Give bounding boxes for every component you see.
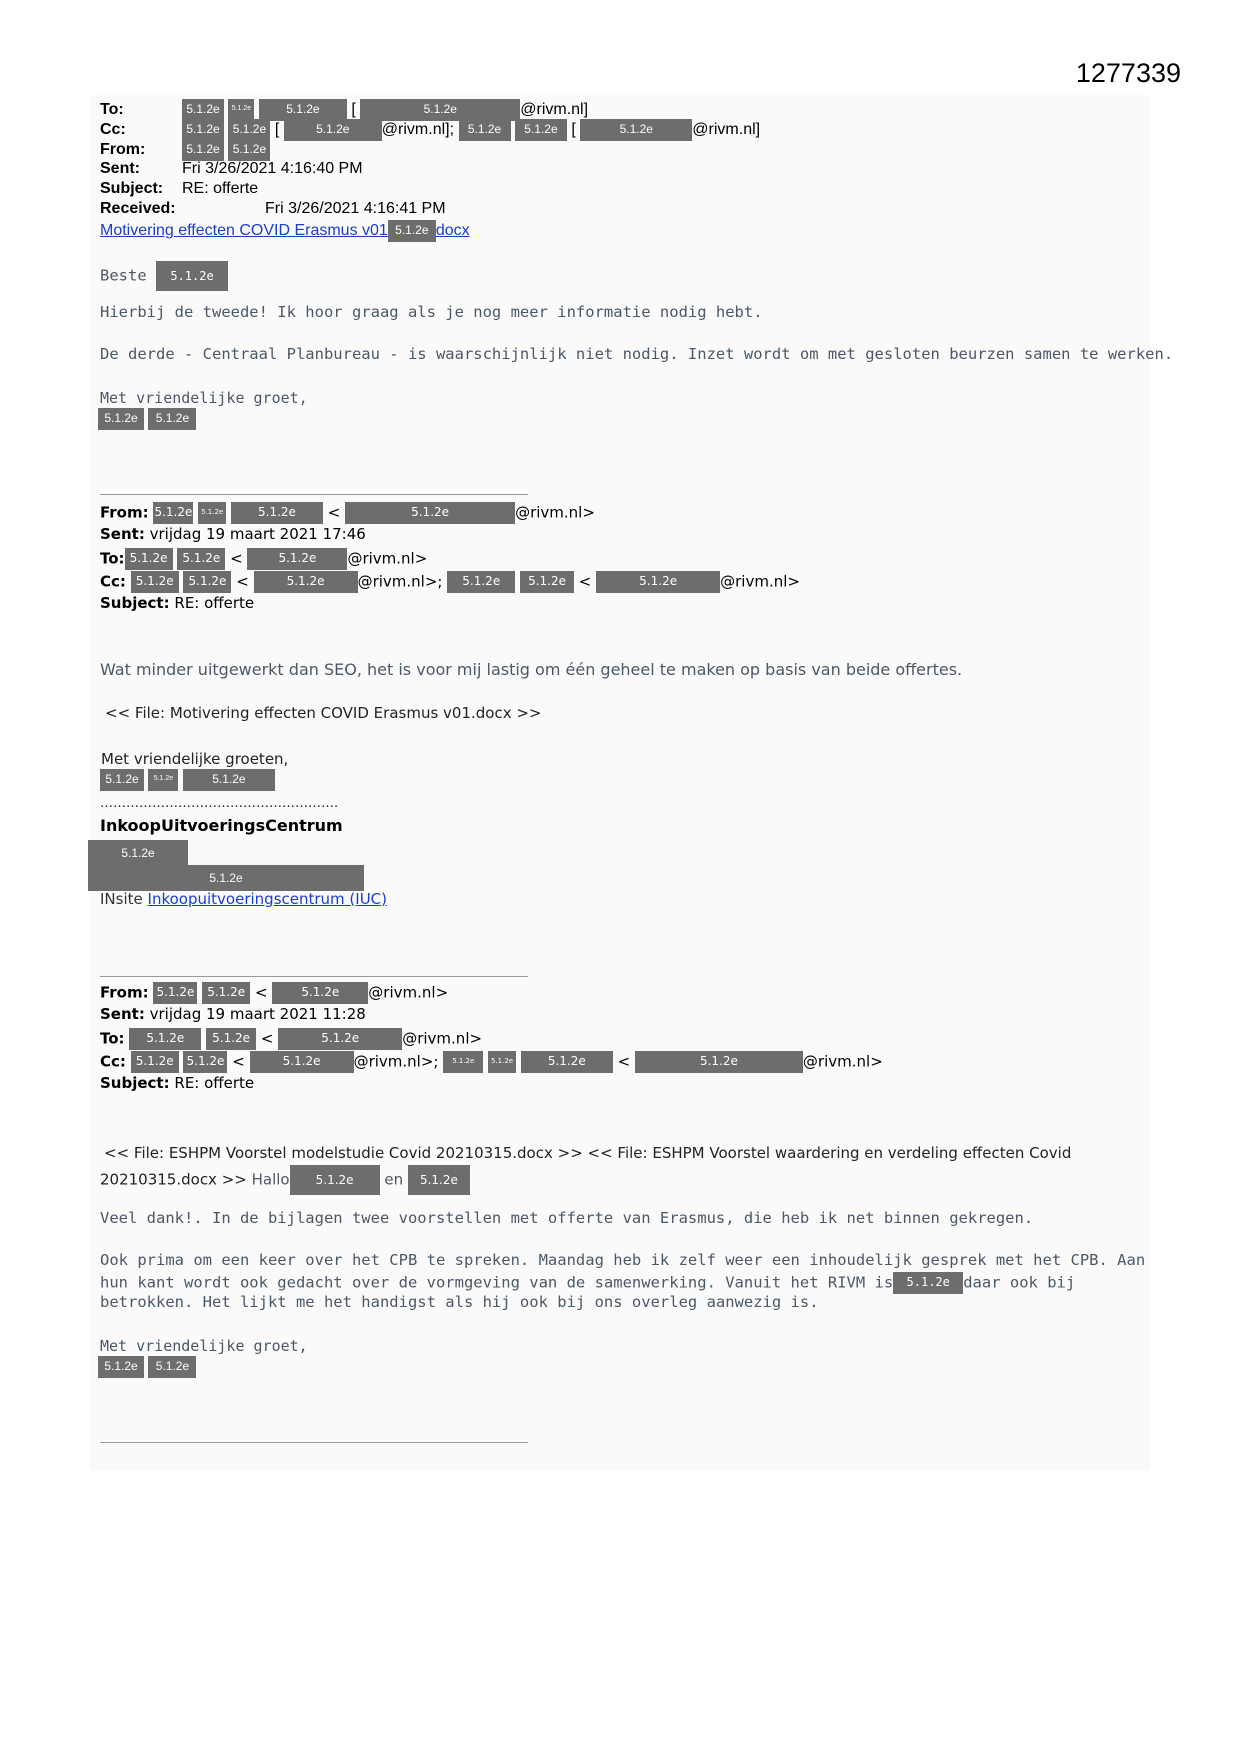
redaction: 5.1.2e	[459, 119, 511, 141]
email3-para2-line3: betrokken. Het lijkt me het handigst als hij ook bij ons overleg aanwezig is.	[100, 1293, 819, 1311]
redaction: 5.1.2e	[125, 548, 173, 570]
email2-closing: Met vriendelijke groeten,	[101, 750, 289, 768]
redaction: 5.1.2e	[388, 220, 436, 242]
subject-label: Subject:	[100, 594, 170, 612]
email3-subject-row	[100, 1074, 254, 1092]
email1-para1: Hierbij de tweede! Ik hoor graag als je nog meer informatie nodig hebt.	[100, 303, 763, 321]
redaction: 5.1.2e	[129, 1028, 201, 1050]
redaction: 5.1.2e	[148, 769, 178, 791]
email3-sent-row	[100, 1005, 366, 1023]
email2-insite: INsite Inkoopuitvoeringscentrum (IUC)	[100, 890, 388, 908]
sent-label: Sent:	[100, 160, 140, 177]
email1-received-row	[100, 200, 446, 218]
email1-signature	[98, 408, 196, 430]
cc-suffix: @rivm.nl>	[802, 1052, 883, 1071]
cc-label: Cc:	[100, 121, 126, 139]
redaction: 5.1.2e	[272, 982, 368, 1004]
cc-suffix: @rivm.nl]	[692, 121, 761, 139]
sent-value: vrijdag 19 maart 2021 17:46	[149, 525, 366, 543]
redaction: 5.1.2e	[88, 865, 364, 891]
email2-sent-row	[100, 525, 366, 543]
document-id: 1277339	[1075, 58, 1181, 88]
email1-subject-row	[100, 180, 258, 198]
redaction: 5.1.2e	[408, 1165, 470, 1195]
email1-from-row	[100, 139, 270, 161]
email1-attachment[interactable]	[100, 220, 470, 242]
email1-sent-row	[100, 160, 363, 178]
subject-label: Subject:	[100, 180, 164, 197]
redaction: 5.1.2e	[596, 571, 720, 593]
email2-file: << File: Motivering effecten COVID Erasmus v01.docx >>	[105, 704, 542, 722]
cc-label: Cc:	[100, 572, 126, 591]
subject-label: Subject:	[100, 1074, 170, 1092]
cc-suffix: @rivm.nl];	[381, 121, 455, 139]
email3-para1: Veel dank!. In de bijlagen twee voorstellen met offerte van Erasmus, die heb ik net binnen gekregen.	[100, 1209, 1034, 1227]
redaction: 5.1.2e	[98, 408, 144, 430]
redaction: 5.1.2e	[278, 1028, 402, 1050]
redaction: 5.1.2e	[198, 502, 226, 524]
from-label: From:	[100, 141, 146, 159]
to-label: To:	[100, 549, 125, 568]
to-suffix: @rivm.nl]	[520, 101, 589, 119]
email2-signature	[100, 769, 275, 791]
sent-value: Fri 3/26/2021 4:16:40 PM	[182, 160, 363, 177]
from-suffix: @rivm.nl>	[368, 983, 449, 1002]
to-label: To:	[100, 1029, 125, 1048]
redaction: 5.1.2e	[182, 139, 224, 161]
email3-cc-row: Cc: 5.1.2e 5.1.2e < 5.1.2e @rivm.nl>; 5.1.2e 5.1.2e 5.1.2e < 5.1.2e @rivm.nl>	[100, 1051, 883, 1073]
redaction: 5.1.2e	[183, 571, 231, 593]
email1-closing: Met vriendelijke groet,	[100, 389, 308, 407]
redaction: 5.1.2e	[515, 119, 567, 141]
email2-para1: Wat minder uitgewerkt dan SEO, het is voor mij lastig om één geheel te maken op basis van beide offertes.	[100, 660, 963, 679]
from-suffix: @rivm.nl>	[515, 503, 595, 522]
separator	[100, 494, 528, 495]
redaction: 5.1.2e	[447, 571, 515, 593]
redaction: 5.1.2e	[148, 408, 196, 430]
redaction: 5.1.2e	[635, 1051, 803, 1073]
redaction: 5.1.2e	[520, 571, 574, 593]
email2-subject-row	[100, 594, 254, 612]
sent-label: Sent:	[100, 525, 145, 543]
redaction: 5.1.2e	[231, 502, 323, 524]
email3-files-line2: 20210315.docx >> Hallo 5.1.2e en 5.1.2e	[100, 1165, 470, 1195]
subject-value: RE: offerte	[174, 594, 255, 612]
email3-closing: Met vriendelijke groet,	[100, 1337, 308, 1355]
email2-to-row: To: 5.1.2e 5.1.2e < 5.1.2e @rivm.nl>	[100, 548, 427, 570]
email3-para2-line1: Ook prima om een keer over het CPB te spreken. Maandag heb ik zelf weer een inhoudelijk gesprek met het CPB. Aan	[100, 1251, 1146, 1269]
redaction: 5.1.2e	[131, 571, 179, 593]
redaction: 5.1.2e	[345, 502, 515, 524]
redaction: 5.1.2e	[247, 548, 347, 570]
to-label: To:	[100, 101, 124, 119]
redaction: 5.1.2e	[250, 1051, 354, 1073]
redaction: 5.1.2e	[88, 840, 188, 866]
redaction: 5.1.2e	[893, 1272, 963, 1294]
subject-value: RE: offerte	[174, 1074, 255, 1092]
redaction: 5.1.2e	[182, 99, 224, 121]
email1-para2: De derde - Centraal Planbureau - is waarschijnlijk niet nodig. Inzet wordt om met gesloten beurzen samen te werken.	[100, 345, 1174, 363]
redaction: 5.1.2e	[98, 1356, 144, 1378]
subject-value: RE: offerte	[182, 180, 259, 197]
sent-value: vrijdag 19 maart 2021 11:28	[149, 1005, 366, 1023]
redaction: 5.1.2e	[206, 1028, 256, 1050]
redaction: 5.1.2e	[259, 99, 347, 121]
email2-org: InkoopUitvoeringsCentrum	[100, 816, 343, 835]
redaction: 5.1.2e	[580, 119, 692, 141]
redaction: 5.1.2e	[177, 548, 225, 570]
email2-dots: ……………………………………………….	[100, 796, 339, 811]
email3-files-line1: << File: ESHPM Voorstel modelstudie Covid 20210315.docx >> << File: ESHPM Voorstel waardering en verdeling effecten Covid	[104, 1144, 1072, 1162]
redaction: 5.1.2e	[284, 119, 382, 141]
email1-cc-row: Cc: 5.1.2e 5.1.2e [ 5.1.2e @rivm.nl]; 5.1.2e 5.1.2e [ 5.1.2e @rivm.nl]	[100, 119, 760, 141]
cc-suffix: @rivm.nl>;	[357, 572, 443, 591]
redaction: 5.1.2e	[290, 1165, 380, 1195]
to-suffix: @rivm.nl>	[402, 1029, 483, 1048]
received-value: Fri 3/26/2021 4:16:41 PM	[265, 200, 446, 217]
from-label: From:	[100, 983, 149, 1002]
redaction: 5.1.2e	[228, 139, 270, 161]
cc-suffix: @rivm.nl>	[720, 572, 800, 591]
redaction: 5.1.2e	[182, 119, 224, 141]
redaction: 5.1.2e	[131, 1051, 179, 1073]
cc-label: Cc:	[100, 1052, 126, 1071]
separator	[100, 1442, 528, 1443]
email1-to-row: To: 5.1.2e 5.1.2e 5.1.2e [ 5.1.2e @rivm.nl]	[100, 99, 588, 121]
separator	[100, 976, 528, 977]
attachment-link[interactable]: Motivering effecten COVID Erasmus v01 5.1.2e docx	[100, 222, 470, 239]
insite-link[interactable]: Inkoopuitvoeringscentrum (IUC)	[147, 890, 388, 908]
redaction: 5.1.2e	[148, 1356, 196, 1378]
redaction: 5.1.2e	[254, 571, 358, 593]
sent-label: Sent:	[100, 1005, 145, 1023]
redaction: 5.1.2e	[360, 99, 520, 121]
redaction: 5.1.2e	[488, 1051, 516, 1073]
email3-para2-line2: hun kant wordt ook gedacht over de vormgeving van de samenwerking. Vanuit het RIVM is 5.1.2e daar ook bij	[100, 1272, 1075, 1294]
redaction: 5.1.2e	[156, 261, 228, 291]
redaction: 5.1.2e	[183, 769, 275, 791]
email2-cc-row: Cc: 5.1.2e 5.1.2e < 5.1.2e @rivm.nl>; 5.1.2e 5.1.2e < 5.1.2e @rivm.nl>	[100, 571, 800, 593]
email3-to-row: To: 5.1.2e 5.1.2e < 5.1.2e @rivm.nl>	[100, 1028, 482, 1050]
received-label: Received:	[100, 200, 176, 217]
redaction: 5.1.2e	[100, 769, 144, 791]
redaction: 5.1.2e	[228, 119, 270, 141]
email3-from-row: From: 5.1.2e 5.1.2e < 5.1.2e @rivm.nl>	[100, 982, 448, 1004]
redaction: 5.1.2e	[183, 1051, 227, 1073]
to-suffix: @rivm.nl>	[347, 549, 428, 568]
from-label: From:	[100, 503, 149, 522]
email2-from-row: From: 5.1.2e 5.1.2e 5.1.2e < 5.1.2e @rivm.nl>	[100, 502, 595, 524]
email3-signature	[98, 1356, 196, 1378]
redaction: 5.1.2e	[521, 1051, 613, 1073]
redaction: 5.1.2e	[443, 1051, 483, 1073]
redaction: 5.1.2e	[153, 502, 193, 524]
redaction: 5.1.2e	[153, 982, 197, 1004]
cc-suffix: @rivm.nl>;	[353, 1052, 439, 1071]
email1-greeting: Beste 5.1.2e	[100, 261, 228, 291]
redaction: 5.1.2e	[228, 99, 254, 121]
redaction: 5.1.2e	[202, 982, 250, 1004]
